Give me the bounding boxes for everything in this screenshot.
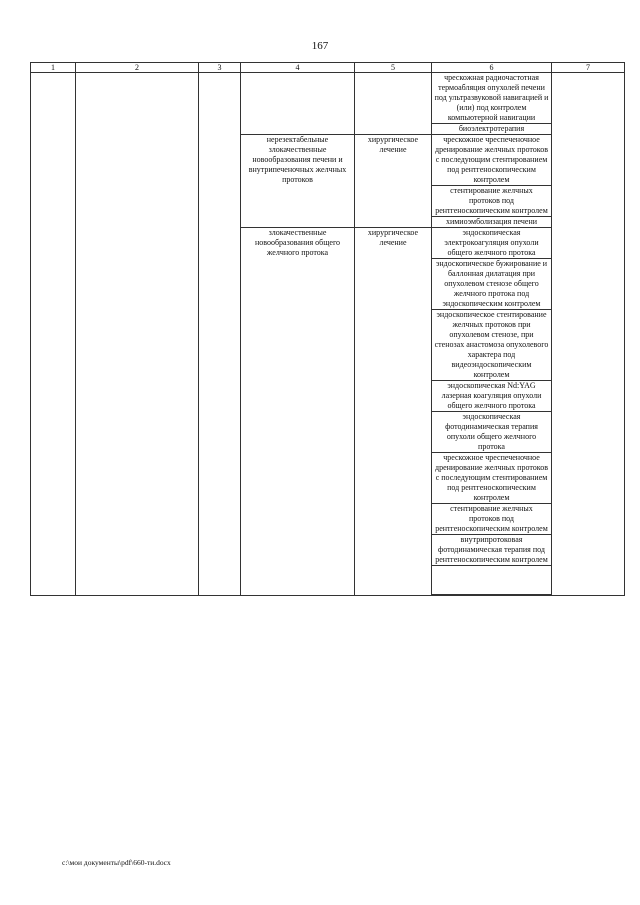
method-cell: чрескожное чреспеченочное дренирование желчных протоков с последующим стентированием под рентгеноскопическим контролем xyxy=(432,135,552,186)
empty-cell xyxy=(432,566,552,595)
column-header: 5 xyxy=(355,63,432,73)
method-cell: биоэлектротерапия xyxy=(432,124,552,135)
column-header: 3 xyxy=(199,63,241,73)
col7-cell xyxy=(552,73,625,596)
col1-cell xyxy=(31,73,76,596)
method-cell: внутрипротоковая фотодинамическая терапия под рентгеноскопическим контролем xyxy=(432,535,552,566)
method-cell: химиоэмболизация печени xyxy=(432,217,552,228)
column-header: 1 xyxy=(31,63,76,73)
treatment-type-cell: хирургическое лечение xyxy=(355,228,432,596)
col2-cell xyxy=(76,73,199,596)
table-row xyxy=(31,73,625,124)
method-cell: стентирование желчных протоков под рентгеноскопическим контролем xyxy=(432,186,552,217)
treatment-type-cell: хирургическое лечение xyxy=(355,135,432,228)
footer-file-path: c:\мои документы\pdf\660-ти.docx xyxy=(62,858,171,867)
column-header: 7 xyxy=(552,63,625,73)
empty-cell xyxy=(432,595,552,596)
method-cell: эндоскопическое бужирование и баллонная дилатация при опухолевом стенозе общего желчного протока под эндоскопическим контролем xyxy=(432,259,552,310)
page-number: 167 xyxy=(311,40,329,52)
method-cell: эндоскопическая Nd:YAG лазерная коагуляция опухоли общего желчного протока xyxy=(432,381,552,412)
method-cell: эндоскопическое стентирование желчных протоков при опухолевом стенозе, при стенозах анастомоза опухолевого характера под видеоэндоскопическим контролем xyxy=(432,310,552,381)
column-header: 2 xyxy=(76,63,199,73)
services-table xyxy=(30,62,625,596)
method-cell: эндоскопическая электрокоагуляция опухоли общего желчного протока xyxy=(432,228,552,259)
method-cell: чрескожное чреспеченочное дренирование желчных протоков с последующим стентированием под рентгеноскопическим контролем xyxy=(432,453,552,504)
method-cell: стентирование желчных протоков под рентгеноскопическим контролем xyxy=(432,504,552,535)
treatment-type-cell xyxy=(355,73,432,135)
col3-cell xyxy=(199,73,241,596)
disease-cell: нерезектабельные злокачественные новообразования печени и внутрипеченочных желчных протоков xyxy=(241,135,355,228)
method-cell: эндоскопическая фотодинамическая терапия опухоли общего желчного протока xyxy=(432,412,552,453)
column-header: 6 xyxy=(432,63,552,73)
disease-cell xyxy=(241,73,355,135)
disease-cell: злокачественные новообразования общего желчного протока xyxy=(241,228,355,596)
column-header: 4 xyxy=(241,63,355,73)
header-row xyxy=(31,63,625,73)
method-cell: чрескожная радиочастотная термоабляция опухолей печени под ультразвуковой навигацией и (или) под контролем компьютерной навигации xyxy=(432,73,552,124)
